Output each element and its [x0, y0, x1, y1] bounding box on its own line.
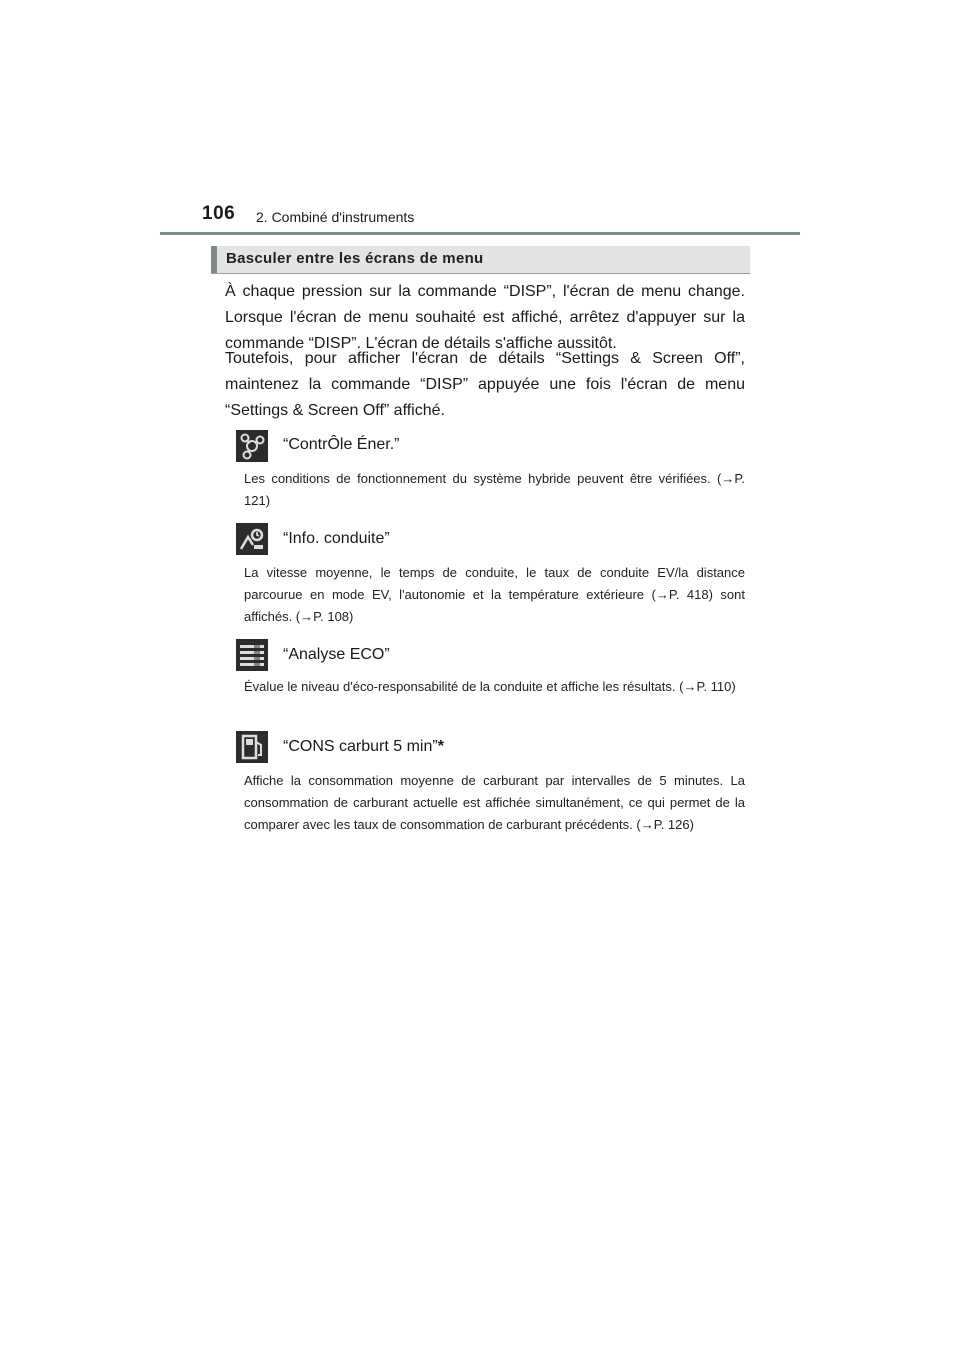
page-number: 106: [202, 203, 236, 224]
page-header: [0, 0, 960, 240]
intro-paragraph-1: À chaque pression sur la commande “DISP”, l'écran de menu change. Lorsque l'écran de menu souhaité est affiché, arrêtez d'appuyer sur la commande “DISP”. L'écran de détails s'affiche aussitôt.: [225, 283, 745, 352]
fuel-consumption-icon: [236, 731, 268, 763]
chapter-title: 2. Combiné d'instruments: [256, 209, 415, 225]
item-desc-drive-info: La vitesse moyenne, le temps de conduite, le taux de conduite EV/la distance parcourue en mode EV, l'autonomie et la température extérieure (→P. 418) sont affichés. (→P. 108): [244, 565, 745, 624]
eco-analysis-icon: [236, 639, 268, 671]
item-title-fuel-text: “CONS carburt 5 min”: [283, 738, 438, 755]
header-divider: [160, 232, 800, 235]
section-accent: [211, 246, 217, 273]
item-title-eco: “Analyse ECO”: [283, 646, 390, 663]
item-desc-fuel: Affiche la consommation moyenne de carburant par intervalles de 5 minutes. La consommation de carburant actuelle est affichée simultanément, ce qui permet de la comparer avec les taux de consommation de carburant précédents. (→P. 126): [244, 773, 745, 832]
energy-monitor-icon: [236, 430, 268, 462]
item-title-fuel: [283, 738, 444, 756]
item-title-drive-info: “Info. conduite”: [283, 530, 390, 547]
footnote-asterisk: *: [437, 738, 444, 755]
intro-paragraph-2: Toutefois, pour afficher l'écran de détails “Settings & Screen Off”, maintenez la commande “DISP” appuyée une fois l'écran de menu “Settings & Screen Off” affiché.: [225, 350, 745, 419]
item-title-energy: “ContrÔle Éner.”: [283, 436, 400, 453]
section-heading: [211, 246, 750, 274]
item-desc-eco: Évalue le niveau d'éco-responsabilité de la conduite et affiche les résultats. (→P. 110): [244, 679, 736, 694]
item-desc-energy: Les conditions de fonctionnement du système hybride peuvent être vérifiées. (→P. 121): [244, 471, 745, 508]
section-title: Basculer entre les écrans de menu: [226, 250, 484, 267]
drive-info-icon: [236, 523, 268, 555]
